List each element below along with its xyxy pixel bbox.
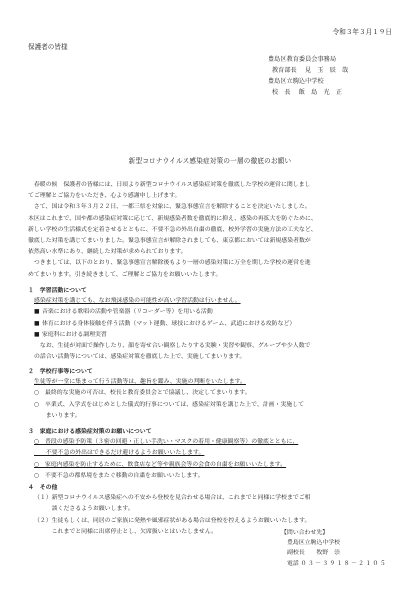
list-item: ■ 家庭科における調理実習 <box>28 330 398 341</box>
sender-org-2: 豊島区立駒込中学校 <box>268 78 324 85</box>
intro-line: 春暖の候 保護者の皆様には、日頃より新型コロナウイルス感染症対策を徹底した学校の運営に関しまし <box>28 182 311 188</box>
list-item: 談くださるようお願いします。 <box>34 506 134 513</box>
intro-line: てご理解とご協力をいただき、心より感謝申し上げます。 <box>28 193 181 200</box>
list-item: ○ 普段の感染予防策（３密の回避・正しい手洗い・マスクの着用・健康観察等）の徹底とともに、 <box>34 439 299 446</box>
section-learning-activities <box>28 285 398 363</box>
square-bullet-icon: ■ <box>34 320 40 327</box>
document-date: 令和３年３月１９日 <box>332 28 392 36</box>
contact-school: 豊島区立駒込中学校 <box>287 540 341 547</box>
contact-block <box>281 528 401 569</box>
contact-label: 【問い合わせ先】 <box>281 530 329 536</box>
section-note-line: の話合い活動等については、感染症対策を徹底した上で、実施してまいります。 <box>34 354 246 361</box>
sender-org-1: 豊島区教育委員会事務局 <box>268 56 337 63</box>
section-note-line: なお、生徒が対面で操作したり、顔を寄せ合い観察したりする実験・実習や観察、グループや少人数で <box>34 342 311 349</box>
sender-title-2: 校 長 飯 島 光 正 <box>272 89 343 96</box>
list-item: ○ 家庭内感染を防止するために、飲食店など等や親族会等の会食の自粛をお願いいたします。 <box>34 461 287 468</box>
section-home-measures <box>28 426 398 482</box>
intro-line: 依然高い水準にあり、継続した対策が求められております。 <box>28 249 187 256</box>
list-item: ○ 最終的な実施の可否は、校長と教育委員会とで協議し、決定してまいります。 <box>34 390 251 397</box>
contact-phone-number: ０３－３９１８－２１０５ <box>300 560 387 567</box>
list-item: まいります。 <box>34 412 81 419</box>
section-heading: ３ 家庭における感染症対策のお願いについて <box>28 428 152 435</box>
square-bullet-icon: ■ <box>34 331 40 338</box>
section-school-events <box>28 366 398 422</box>
section-subheading: 感染症対策を講じても、なお飛沫感染の可能性が高い学習活動は行いません。 <box>34 298 241 305</box>
document-title: 新型コロナウイルス感染症対策の一層の徹底のお願い <box>128 157 292 165</box>
list-item: ■ 体育における身体接触を伴う活動（マット運動、球技におけるゲーム、武道における攻防など） <box>28 319 398 330</box>
section-heading: １ 学習活動について <box>28 287 87 294</box>
intro-line: 本区はこれまで、国や都の感染症対策に応じて、新規感染者数を徹底的に抑え、感染の再拡大を防ぐために、 <box>28 215 317 222</box>
sender-title-1: 教育部長 見 玉 辰 哉 <box>272 67 349 74</box>
list-item: （１）新型コロナウイルス感染症への不安から登校を見合わせる場合は、これまでと同様に学校までご相 <box>34 495 311 502</box>
list-item: ○ 不要不急の都県境をまたぐ移動の自粛をお願いいたします。 <box>34 472 204 479</box>
intro-line: つきましては、以下のとおり、緊急事態宣言解除後もより一層の感染対策に万全を期した学校の運営を進 <box>28 260 311 267</box>
intro-line: 徹底した対策を講じてまいりました。緊急事態宣言が解除されましても、東京都においては新規感染者数が <box>28 237 311 244</box>
list-item: 不要不急の外出はできるだけ避けるようお願いいたします。 <box>34 450 205 457</box>
section-subheading: 生徒等が一堂に集まって行う活動等は、趣旨を鑑み、実施の判断をいたします。 <box>34 379 246 386</box>
contact-person: 副校長 牧野 崇 <box>287 550 341 557</box>
square-bullet-icon: ■ <box>34 309 40 316</box>
intro-line: めてまいります。引き続きまして、ご理解とご協力をお願いいたします。 <box>28 271 222 278</box>
list-item: （２）生徒もしくは、同居のご家族に発熱や風邪症状がある場合は登校を控えるようお願いいたします。 <box>34 517 311 524</box>
list-item: これまでと同様に出席停止とし、欠席扱いとはいたしません。 <box>34 528 217 535</box>
intro-line: さて、国は令和３年３月２２日、一都三県を対象に、緊急事態宣言を解除することを決定いたしました。 <box>28 204 311 211</box>
section-heading: ２ 学校行事等について <box>28 368 93 375</box>
list-item: ■ 音楽における歌唱の活動や管楽器（リコーダー等）を用いる活動 <box>28 307 398 318</box>
contact-phone-label: 電話 <box>287 560 299 567</box>
intro-paragraph <box>28 180 398 281</box>
addressee: 保護者の皆様 <box>28 43 68 51</box>
list-item: ○ 卒業式、入学式をはじめとした儀式的行事については、感染症対策を講じた上で、計画・実施して <box>34 401 304 408</box>
section-heading: ４ その他 <box>28 484 58 491</box>
intro-line: 新しい学校の生活様式を定着させるとともに、不要不急の外出自粛の徹底、校外学習の実施方法の工夫など、 <box>28 226 317 233</box>
contact-phone-row <box>281 559 401 569</box>
